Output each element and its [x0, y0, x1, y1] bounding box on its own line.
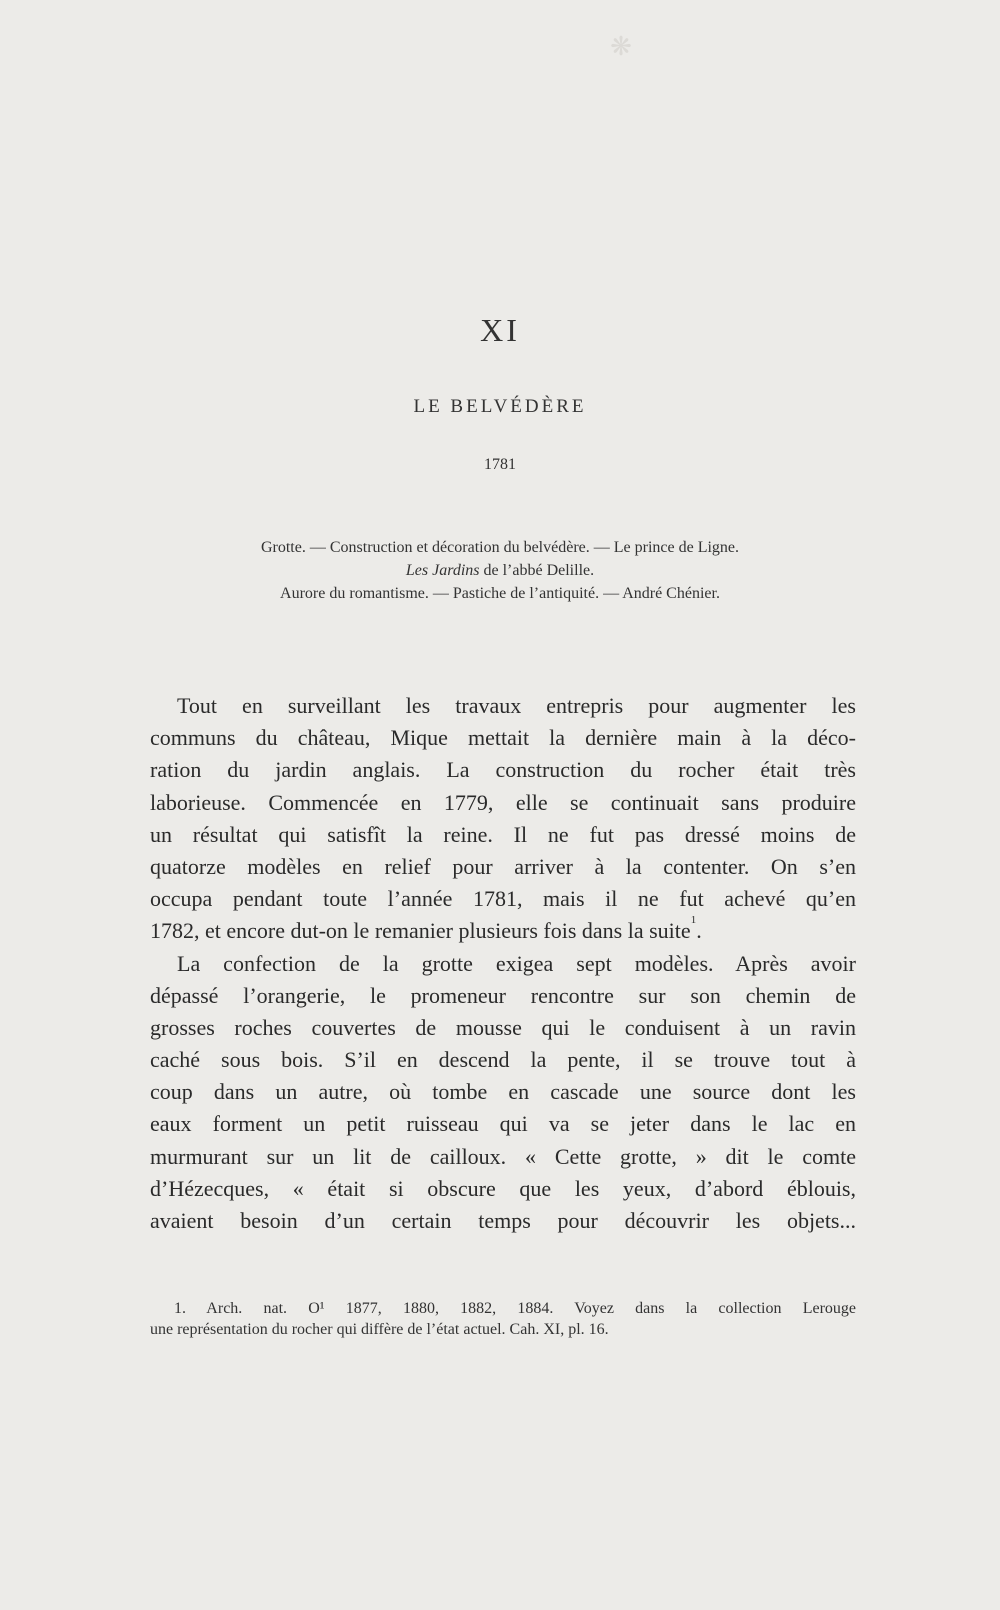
summary-line	[150, 559, 850, 582]
text-line: avaient besoin d’un certain temps pour découvrir les objets...	[150, 1208, 856, 1233]
text-line: ration du jardin anglais. La construction du rocher était très	[150, 757, 856, 783]
text-line: occupa pendant toute l’année 1781, mais il ne fut achevé qu’en	[150, 886, 856, 912]
text-line: Tout en surveillant les travaux entrepris pour augmenter les	[177, 693, 856, 718]
text-segment: 1782, et encore dut-on le remanier plusieurs fois dans la suite	[150, 918, 691, 944]
text-line: un résultat qui satisfît la reine. Il ne fut pas dressé moins de	[150, 821, 856, 847]
chapter-number: XI	[480, 312, 520, 348]
text-line: eaux forment un petit ruisseau qui va se jeter dans le lac en	[150, 1111, 856, 1137]
text-line: dépassé l’orangerie, le promeneur rencontre sur son chemin de	[150, 982, 856, 1008]
footnote	[150, 1298, 856, 1340]
text-line: grosses roches couvertes de mousse qui le conduisent à un ravin	[150, 1014, 856, 1040]
summary-text: de l’abbé Delille.	[479, 562, 595, 579]
text-line: caché sous bois. S’il en descend la pente, il se trouve tout à	[150, 1047, 856, 1073]
footnote-line: une représentation du rocher qui diffère de l’état actuel. Cah. XI, pl. 16.	[150, 1321, 609, 1338]
text-line: communs du château, Mique mettait la dernière main à la déco-	[150, 725, 856, 751]
text-line: laborieuse. Commencée en 1779, elle se continuait sans produire	[150, 789, 856, 815]
chapter-title: LE BELVÉDÈRE	[413, 396, 587, 417]
summary-line: Aurore du romantisme. — Pastiche de l’antiquité. — André Chénier.	[280, 585, 720, 602]
chapter-summary	[150, 536, 850, 605]
footnote-marker[interactable]: 1	[690, 914, 697, 927]
text-line	[150, 915, 856, 947]
chapter-year: 1781	[484, 456, 516, 473]
text-line: coup dans un autre, où tombe en cascade une source dont les	[150, 1079, 856, 1105]
summary-line: Grotte. — Construction et décoration du belvédère. — Le prince de Ligne.	[260, 539, 740, 556]
footnote-line: 1. Arch. nat. O¹ 1877, 1880, 1882, 1884. Voyez dans la collection Lerouge	[174, 1300, 856, 1317]
text-line: murmurant sur un lit de cailloux. « Cette grotte, » dit le comte	[150, 1143, 856, 1169]
text-line: d’Hézecques, « était si obscure que les yeux, d’abord éblouis,	[150, 1175, 856, 1201]
text-line: La confection de la grotte exigea sept modèles. Après avoir	[177, 950, 856, 976]
book-title: Les Jardins	[405, 562, 480, 579]
ornament-icon: ❋	[610, 32, 632, 61]
text-segment: .	[696, 918, 702, 944]
body-text	[150, 690, 856, 1237]
text-line: quatorze modèles en relief pour arriver à la contenter. On s’en	[150, 853, 856, 879]
